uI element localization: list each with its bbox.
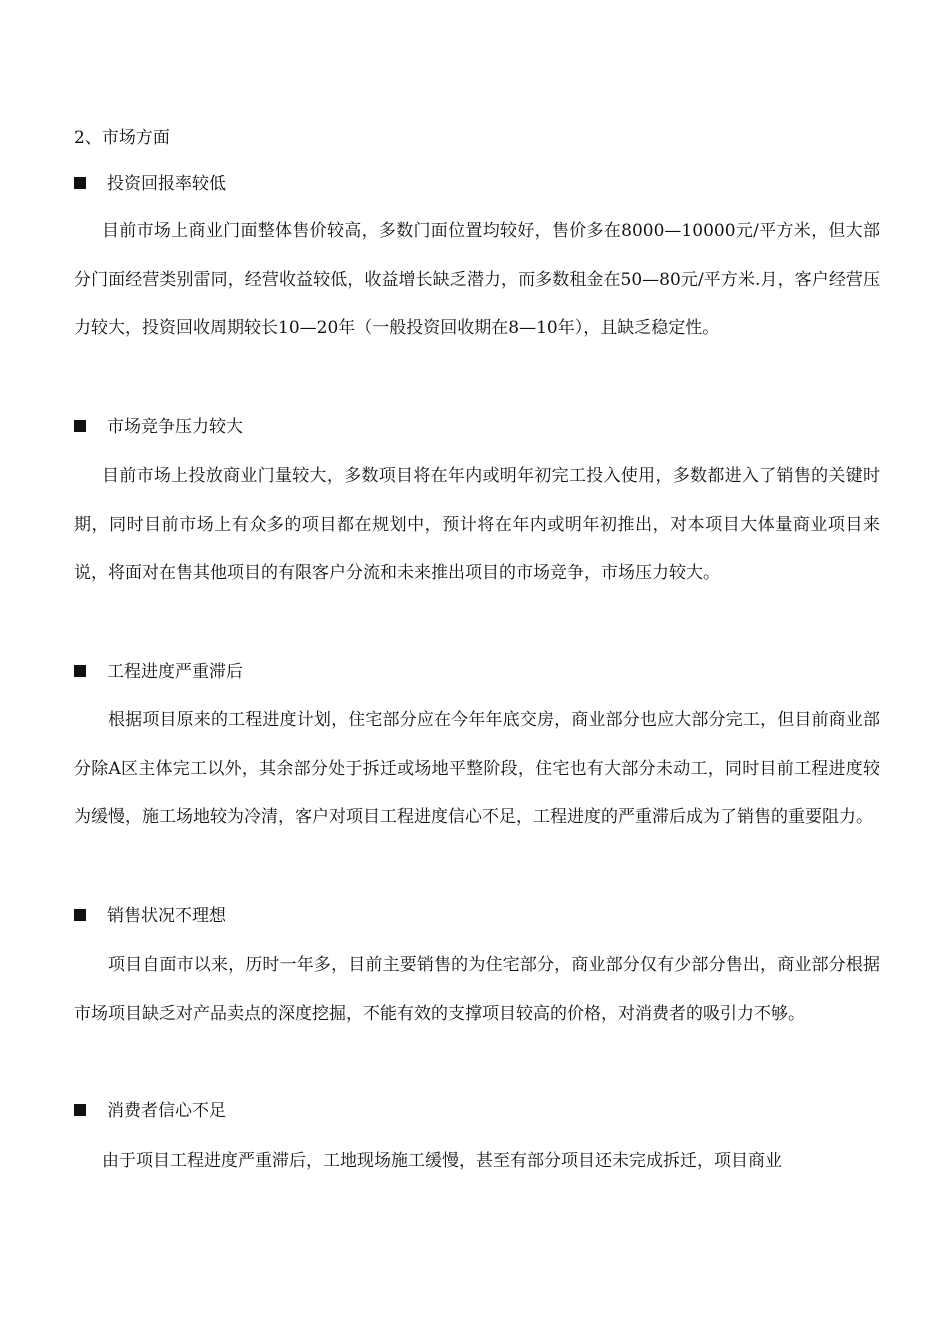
square-bullet-icon <box>74 1104 86 1116</box>
bullet-heading-investment-return <box>74 172 226 196</box>
bullet-heading-text: 消费者信心不足 <box>107 1101 226 1121</box>
section-title: 2、市场方面 <box>74 128 170 148</box>
bullet-heading-market-competition <box>74 415 243 439</box>
square-bullet-icon <box>74 420 86 432</box>
square-bullet-icon <box>74 909 86 921</box>
square-bullet-icon <box>74 665 86 677</box>
bullet-heading-sales-status <box>74 904 226 928</box>
bullet-heading-consumer-confidence <box>74 1099 226 1123</box>
paragraph-consumer-confidence: 由于项目工程进度严重滞后，工地现场施工缓慢，甚至有部分项目还未完成拆迁，项目商业 <box>102 1151 782 1171</box>
bullet-heading-construction-delay <box>74 660 243 684</box>
bullet-heading-text: 销售状况不理想 <box>107 906 226 926</box>
paragraph-investment-return: 目前市场上商业门面整体售价较高，多数门面位置均较好，售价多在8000—10000元/平方米，但大部分门面经营类别雷同，经营收益较低，收益增长缺乏潜力，而多数租金在50—80元/平方米.月，客户经营压力较大，投资回收周期较长10—20年（一般投资回收期在8—10年），且缺乏稳定性。 <box>74 221 880 338</box>
bullet-heading-text: 工程进度严重滞后 <box>107 662 243 682</box>
bullet-heading-text: 投资回报率较低 <box>107 174 226 194</box>
paragraph-construction-delay: 根据项目原来的工程进度计划，住宅部分应在今年年底交房，商业部分也应大部分完工，但目前商业部分除A区主体完工以外，其余部分处于拆迁或场地平整阶段，住宅也有大部分未动工，同时目前工程进度较为缓慢，施工场地较为冷清，客户对项目工程进度信心不足，工程进度的严重滞后成为了销售的重要阻力。 <box>74 710 880 827</box>
bullet-heading-text: 市场竞争压力较大 <box>107 417 243 437</box>
square-bullet-icon <box>74 177 86 189</box>
paragraph-market-competition: 目前市场上投放商业门量较大，多数项目将在年内或明年初完工投入使用，多数都进入了销售的关键时期，同时目前市场上有众多的项目都在规划中，预计将在年内或明年初推出，对本项目大体量商业项目来说，将面对在售其他项目的有限客户分流和未来推出项目的市场竞争，市场压力较大。 <box>74 466 880 583</box>
paragraph-sales-status: 项目自面市以来，历时一年多，目前主要销售的为住宅部分，商业部分仅有少部分售出，商业部分根据市场项目缺乏对产品卖点的深度挖掘，不能有效的支撑项目较高的价格，对消费者的吸引力不够。 <box>74 955 880 1024</box>
